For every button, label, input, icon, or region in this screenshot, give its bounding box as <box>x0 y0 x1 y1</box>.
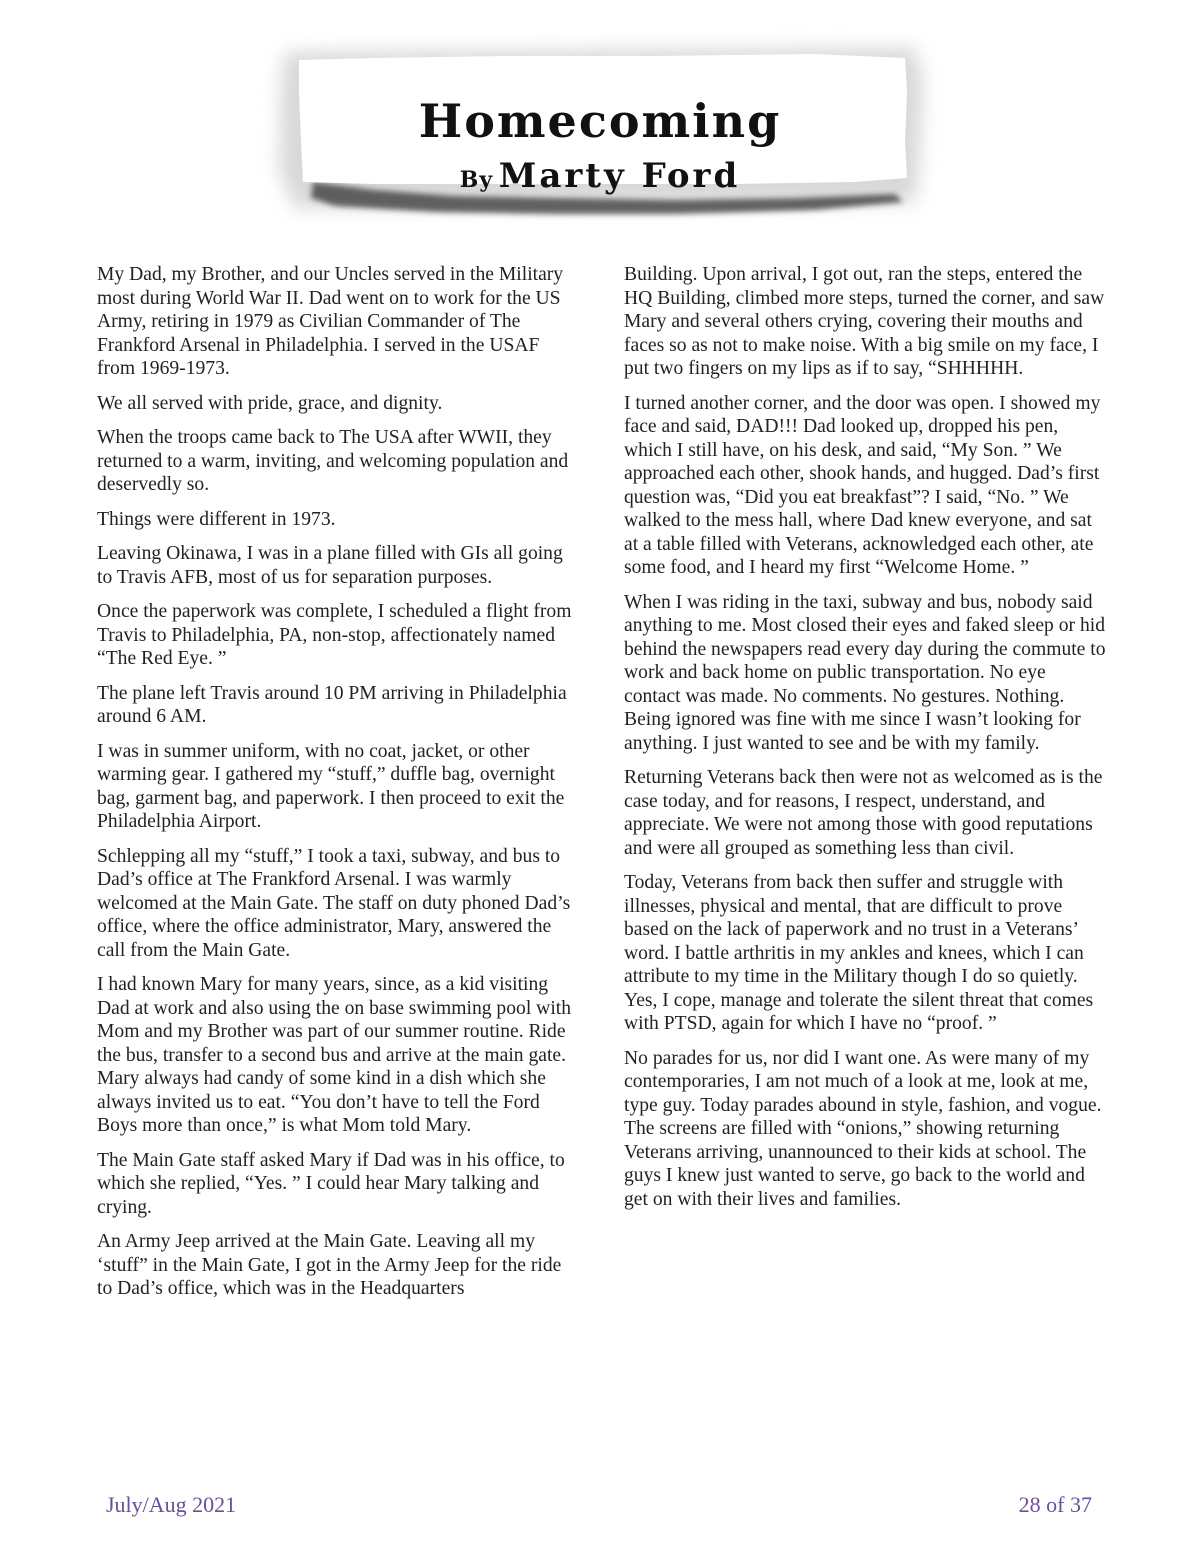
author-name: Marty Ford <box>498 156 741 196</box>
paragraph: Leaving Okinawa, I was in a plane filled with GIs all going to Travis AFB, most of us for separation purposes. <box>97 543 563 588</box>
title-banner <box>255 22 945 222</box>
paragraph: I was in summer uniform, with no coat, jacket, or other warming gear. I gathered my “stuff,” duffle bag, overnight bag, garment bag, and paperwork. I then proceed to exit the Philadelphia Airport. <box>97 740 565 832</box>
paragraph: No parades for us, nor did I want one. As were many of my contemporaries, I am not much of a look at me, look at me, type guy. Today parades abound in style, fashion, and vogue. The screens are filled with “onions,” showing returning Veterans arriving, unannounced to their kids at school. The guys I knew just wanted to serve, go back to the world and get on with their lives and families. <box>624 1047 1102 1210</box>
paragraph: Today, Veterans from back then suffer and struggle with illnesses, physical and mental, that are difficult to prove based on the lack of paperwork and no trust in a Veterans’ word. I battle arthritis in my ankles and knees, which I can attribute to my time in the Military though I do so quietly. Yes, I cope, manage and tolerate the silent threat that comes with PTSD, again for which I have no “proof. ” <box>624 872 1094 1034</box>
paragraph: Things were different in 1973. <box>97 508 336 530</box>
footer-issue-date: July/Aug 2021 <box>106 1492 237 1517</box>
paragraph: My Dad, my Brother, and our Uncles served in the Military most during World War II. Dad went on to work for the US Army, retiring in 1979 as Civilian Commander of The Frankford Arsenal in Philadelphia. I served in the USAF from 1969-1973. <box>97 264 564 379</box>
paragraph: Building. Upon arrival, I got out, ran the steps, entered the HQ Building, climbed more steps, turned the corner, and saw Mary and several others crying, covering their mouths and faces so as not to make noise. With a big smile on my face, I put two fingers on my lips as if to say, “SHHHHH. <box>624 264 1105 379</box>
paragraph: Once the paperwork was complete, I scheduled a flight from Travis to Philadelphia, PA, non-stop, affectionately named “The Red Eye. ” <box>97 601 572 669</box>
paragraph: An Army Jeep arrived at the Main Gate. Leaving all my ‘stuff” in the Main Gate, I got in the Army Jeep for the ride to Dad’s office, which was in the Headquarters <box>97 1231 562 1299</box>
paragraph: When I was riding in the taxi, subway and bus, nobody said anything to me. Most closed their eyes and faked sleep or hid behind the newspapers read every day during the commute to work and back home on public transportation. No eye contact was made. No comments. No gestures. Nothing. Being ignored was fine with me since I wasn’t looking for anything. I just wanted to see and be with my family. <box>624 591 1106 754</box>
byline-prefix: By <box>459 167 494 193</box>
article-column-right <box>624 263 1106 1222</box>
paragraph: I had known Mary for many years, since, as a kid visiting Dad at work and also using the on base swimming pool with Mom and my Brother was part of our summer routine. Ride the bus, transfer to a second bus and arrive at the main gate. Mary always had candy of some kind in a dish which she always invited us to eat. “You don’t have to tell the Ford Boys more than once,” is what Mom told Mary. <box>97 974 572 1136</box>
paragraph: When the troops came back to The USA after WWII, they returned to a warm, inviting, and welcoming population and deservedly so. <box>97 427 569 495</box>
paragraph: The plane left Travis around 10 PM arriving in Philadelphia around 6 AM. <box>97 682 567 727</box>
article-column-left <box>97 263 579 1312</box>
paragraph: Schlepping all my “stuff,” I took a taxi, subway, and bus to Dad’s office at The Frankford Arsenal. I was warmly welcomed at the Main Gate. The staff on duty phoned Dad’s office, where the office administrator, Mary, answered the call from the Main Gate. <box>97 845 571 961</box>
byline <box>255 156 945 196</box>
paragraph: We all served with pride, grace, and dignity. <box>97 392 443 414</box>
footer-page-number: 28 of 37 <box>1018 1492 1092 1517</box>
paragraph: The Main Gate staff asked Mary if Dad was in his office, to which she replied, “Yes. ” I could hear Mary talking and crying. <box>97 1149 565 1218</box>
paragraph: Returning Veterans back then were not as welcomed as is the case today, and for reasons, I respect, understand, and appreciate. We were not among those with good reputations and were all grouped as something less than civil. <box>624 767 1103 859</box>
article-title: Homecoming <box>418 94 782 148</box>
paragraph: I turned another corner, and the door was open. I showed my face and said, DAD!!! Dad looked up, dropped his pen, which I still have, on his desk, and said, “My Son. ” We approached each other, shook hands, and hugged. Dad’s first question was, “Did you eat breakfast”? I said, “No. ” We walked to the mess hall, where Dad knew everyone, and sat at a table filled with Veterans, acknowledged each other, ate some food, and I heard my first “Welcome Home. ” <box>624 392 1101 578</box>
